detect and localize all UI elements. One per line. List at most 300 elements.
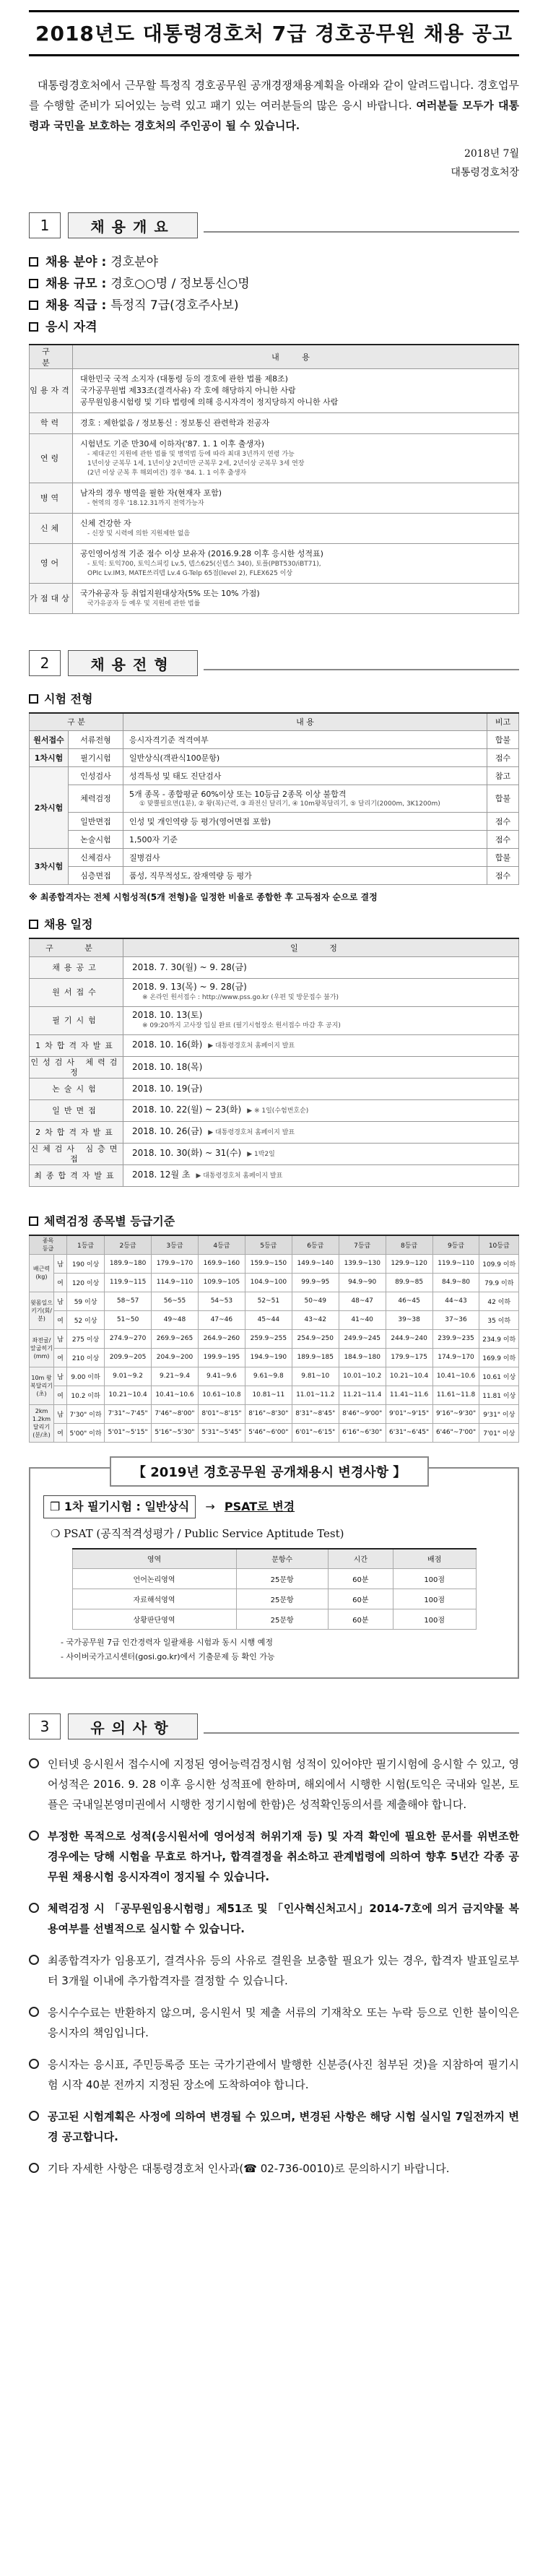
- schedule-value: [123, 1079, 519, 1100]
- process-note: 점수: [487, 830, 519, 848]
- schedule-note: ▶ 대통령경호처 홈페이지 발표: [208, 1129, 295, 1136]
- schedule-note: ※ 온라인 원서접수 : http://www.pss.go.kr (우편 및 방문접수 불가): [142, 994, 339, 1001]
- table-header-cell: 일 정: [123, 938, 519, 957]
- fitness-cell: 244.9~240: [386, 1329, 432, 1348]
- table-header-cell: 시간: [328, 1549, 393, 1569]
- process-division: 신체검사: [69, 848, 123, 866]
- qual-subline: OPIc Lv.IM3, MATE쓰리텝 Lv.4 G-Telp 65점(level 2), FLEX625 이상: [87, 570, 293, 577]
- table-row: [30, 1292, 519, 1310]
- circle-bullet-icon: [29, 2163, 39, 2173]
- circle-bullet-icon: ❍: [51, 1526, 64, 1540]
- schedule-label: 필기시험: [30, 1007, 123, 1035]
- notice-item: [29, 2002, 519, 2043]
- fitness-cell: 9.81~10: [292, 1367, 339, 1386]
- fitness-cell: 269.9~265: [152, 1329, 199, 1348]
- schedule-value: [123, 1144, 519, 1165]
- changes-note: - 사이버국가고시센터(gosi.go.kr)에서 기출문제 등 확인 가능: [61, 1652, 275, 1661]
- schedule-note: ※ 09:20까지 고사장 입실 완료 (필기시험장소 원서접수 마감 후 공지): [142, 1022, 341, 1029]
- fitness-cell: 9'31" 이상: [479, 1404, 519, 1423]
- table-header-cell: 구 분: [30, 345, 73, 369]
- table-row: [30, 830, 519, 848]
- schedule-label: 채용공고: [30, 957, 123, 979]
- schedule-label: 논술시험: [30, 1079, 123, 1100]
- fitness-cell: 44~43: [432, 1292, 479, 1310]
- fitness-cell: 120 이상: [67, 1273, 105, 1292]
- schedule-date: 2018. 10. 18(목): [132, 1062, 203, 1072]
- table-row: [72, 1609, 476, 1630]
- fitness-cell: 129.9~120: [386, 1254, 432, 1273]
- fitness-table: [29, 1235, 519, 1443]
- fitness-cell: 89.9~85: [386, 1273, 432, 1292]
- fitness-cell: 6'16"~6'30": [339, 1423, 386, 1442]
- qual-subline: - 현역의 경우 '18.12.31까지 전역가능자: [87, 500, 204, 507]
- process-stage: 3차시험: [30, 848, 69, 884]
- process-note: 점수: [487, 812, 519, 830]
- qual-line: 신체 건강한 자: [80, 519, 131, 528]
- section-number: 2: [29, 650, 61, 676]
- qual-category: 학력: [30, 413, 73, 434]
- schedule-label: 원서접수: [30, 979, 123, 1007]
- table-header-cell: 비고: [487, 713, 519, 730]
- square-bullet-icon: ❒: [50, 1499, 64, 1513]
- notice-item: [29, 1898, 519, 1939]
- fitness-gender: 남: [54, 1254, 67, 1273]
- grade-header: 8등급: [386, 1235, 432, 1254]
- table-row: [30, 544, 519, 584]
- fitness-cell: 94.9~90: [339, 1273, 386, 1292]
- table-header-cell: 구 분: [30, 938, 123, 957]
- qual-content: [73, 434, 519, 483]
- process-content: [123, 785, 487, 812]
- changes-subtitle: ❍ PSAT (공직적격성평가 / Public Service Aptitude Test): [51, 1526, 344, 1540]
- process-note: 합불: [487, 848, 519, 866]
- table-row: [30, 1057, 519, 1079]
- changes-box: [29, 1464, 519, 1680]
- schedule-value: [123, 979, 519, 1007]
- notice-item: [29, 2158, 519, 2179]
- process-division: 논술시험: [69, 830, 123, 848]
- process-content: [123, 812, 487, 830]
- schedule-table: [29, 938, 519, 1188]
- schedule-value: [123, 957, 519, 979]
- process-division: 심층면접: [69, 866, 123, 884]
- notes-list: [29, 1754, 519, 2179]
- fitness-cell: 49~48: [152, 1310, 199, 1329]
- notice-item: [29, 1826, 519, 1887]
- fitness-gender: 여: [54, 1386, 67, 1404]
- fitness-cell: 234.9 이하: [479, 1329, 519, 1348]
- table-row: [30, 785, 519, 812]
- fitness-subtitle: 체력검정 종목별 등급기준: [29, 1213, 519, 1230]
- process-stage: 1차시험: [30, 748, 69, 766]
- fitness-cell: 42 이하: [479, 1292, 519, 1310]
- grade-header: 10등급: [479, 1235, 519, 1254]
- fitness-cell: 11.41~11.6: [386, 1386, 432, 1404]
- notice-text: 기타 자세한 사항은 대통령경호처 인사과(☎ 02-736-0010)로 문의하시기 바랍니다.: [48, 2162, 450, 2175]
- fitness-cell: 179.9~175: [386, 1348, 432, 1367]
- fitness-cell: 199.9~195: [198, 1348, 245, 1367]
- psat-cell: 25문항: [236, 1609, 328, 1630]
- notice-text: 응시자는 응시표, 주민등록증 또는 국가기관에서 발행한 신분증(사진 첨부된 것)을 지참하여 필기시험 시작 40분 전까지 지정된 장소에 도착하여야 합니다.: [48, 2058, 519, 2091]
- table-header-cell: 문항수: [236, 1549, 328, 1569]
- fitness-item: 윗몸일으키기(회/분): [30, 1292, 54, 1329]
- fitness-item: 10m 왕복달리기(초): [30, 1367, 54, 1404]
- table-header-cell: 구 분: [30, 713, 123, 730]
- schedule-date: 2018. 10. 19(금): [132, 1084, 203, 1094]
- fitness-cell: 46~45: [386, 1292, 432, 1310]
- fitness-cell: 79.9 이하: [479, 1273, 519, 1292]
- schedule-date: 2018. 10. 30(화) ~ 31(수): [132, 1148, 242, 1158]
- table-row: [30, 1310, 519, 1329]
- square-bullet-icon: [29, 1216, 38, 1226]
- fitness-gender: 남: [54, 1329, 67, 1348]
- fitness-cell: 6'46"~7'00": [432, 1423, 479, 1442]
- fitness-cell: 9.61~9.8: [245, 1367, 292, 1386]
- fitness-cell: 149.9~140: [292, 1254, 339, 1273]
- table-row: [30, 1404, 519, 1423]
- schedule-note: ▶ 대통령경호처 홈페이지 발표: [208, 1042, 295, 1050]
- qual-line: 국가공무원법 제33조(결격사유) 각 호에 해당하지 아니한 사람: [80, 386, 296, 395]
- fitness-cell: 41~40: [339, 1310, 386, 1329]
- table-header-row: [30, 938, 519, 957]
- grade-header: 3등급: [152, 1235, 199, 1254]
- fitness-cell: 139.9~130: [339, 1254, 386, 1273]
- grade-header: 4등급: [198, 1235, 245, 1254]
- square-bullet-icon: [29, 301, 38, 310]
- fitness-cell: 11.01~11.2: [292, 1386, 339, 1404]
- section-divider: [204, 656, 519, 670]
- qual-category: 병역: [30, 483, 73, 514]
- fitness-cell: 10.61~10.8: [198, 1386, 245, 1404]
- fitness-cell: 114.9~110: [152, 1273, 199, 1292]
- grade-header: 5등급: [245, 1235, 292, 1254]
- fitness-cell: 189.9~180: [105, 1254, 152, 1273]
- fitness-cell: 45~44: [245, 1310, 292, 1329]
- qual-category: 영어: [30, 544, 73, 584]
- table-header-row: [72, 1549, 476, 1569]
- notice-item: [29, 2054, 519, 2095]
- schedule-value: [123, 1007, 519, 1035]
- square-bullet-icon: [29, 694, 38, 704]
- fitness-cell: 190 이상: [67, 1254, 105, 1273]
- table-row: [30, 1386, 519, 1404]
- qual-subline: 1년이상 군복무 1세, 1년이상 2년미만 군복무 2세, 2년이상 군복무 3세 연장: [87, 460, 305, 467]
- table-row: [30, 483, 519, 514]
- table-row: [30, 1329, 519, 1348]
- qual-category: 신체: [30, 514, 73, 544]
- psat-cell: 100점: [393, 1569, 476, 1589]
- table-row: [30, 1348, 519, 1367]
- table-row: [30, 1367, 519, 1386]
- table-header-cell: 배점: [393, 1549, 476, 1569]
- schedule-value: [123, 1100, 519, 1122]
- fitness-cell: 10.21~10.4: [105, 1386, 152, 1404]
- fitness-cell: 159.9~150: [245, 1254, 292, 1273]
- fitness-cell: 109.9 이하: [479, 1254, 519, 1273]
- schedule-label: 2차합격자발표: [30, 1122, 123, 1144]
- table-row: [30, 957, 519, 979]
- section-title: 채용개요: [68, 212, 198, 238]
- notice-text: 부정한 목적으로 성적(응시원서에 영어성적 허위기재 등) 및 자격 확인에 필요한 문서를 위변조한 경우에는 당해 시험을 무효로 하거나, 합격결정을 취소하고 관계법령에 의하여 향후 5년간 각종 공무원 채용시험 응시자격이 정지될 수 있습니다.: [48, 1830, 519, 1883]
- fitness-cell: 119.9~115: [105, 1273, 152, 1292]
- process-content: [123, 866, 487, 884]
- notice-text: 응시수수료는 반환하지 않으며, 응시원서 및 제출 서류의 기재착오 또는 누락 등으로 인한 불이익은 응시자의 책임입니다.: [48, 2006, 519, 2039]
- section-divider: [204, 218, 519, 233]
- qual-line: 시험년도 기준 만30세 이하자('87. 1. 1 이후 출생자): [80, 439, 265, 449]
- fitness-cell: 264.9~260: [198, 1329, 245, 1348]
- square-bullet-icon: [29, 279, 38, 288]
- changes-title: 【 2019년 경호공무원 공개채용시 변경사항 】: [110, 1456, 429, 1487]
- process-content-text: 질병검사: [129, 852, 160, 863]
- fitness-cell: 10.41~10.6: [432, 1367, 479, 1386]
- table-header-cell: 내 용: [123, 713, 487, 730]
- fitness-cell: 6'01"~6'15": [292, 1423, 339, 1442]
- square-bullet-icon: [29, 257, 38, 267]
- fitness-cell: 5'01"~5'15": [105, 1423, 152, 1442]
- section-title: 채용전형: [68, 650, 198, 676]
- circle-bullet-icon: [29, 1831, 39, 1841]
- fitness-cell: 9'01"~9'15": [386, 1404, 432, 1423]
- psat-cell: 60분: [328, 1569, 393, 1589]
- intro-text: 대통령경호처에서 근무할 특정직 경호공무원 공개경쟁채용계획을 아래와 같이 알려드립니다. 경호업무를 수행할 준비가 되어있는 능력 있고 패기 있는 여러분들의 많은 응시 바랍니다.: [29, 79, 519, 112]
- section-header-2: [29, 649, 519, 678]
- fitness-cell: 119.9~110: [432, 1254, 479, 1273]
- table-row: [30, 812, 519, 830]
- fitness-cell: 47~46: [198, 1310, 245, 1329]
- process-content: [123, 730, 487, 748]
- changes-note: - 국가공무원 7급 인간경력자 일괄채용 시험과 동시 시행 예정: [61, 1638, 273, 1647]
- square-bullet-icon: [29, 322, 38, 332]
- fitness-gender: 여: [54, 1423, 67, 1442]
- qual-subline: 국가유공자 등 예우 및 지원에 관한 법률: [87, 600, 201, 608]
- fitness-gender: 여: [54, 1273, 67, 1292]
- fitness-cell: 210 이상: [67, 1348, 105, 1367]
- fitness-cell: 169.9~160: [198, 1254, 245, 1273]
- fitness-cell: 7'30" 이하: [67, 1404, 105, 1423]
- section-header-1: [29, 211, 519, 240]
- table-row: [30, 1144, 519, 1165]
- fitness-cell: 9.01~9.2: [105, 1367, 152, 1386]
- psat-cell: 100점: [393, 1609, 476, 1630]
- fitness-cell: 11.81 이상: [479, 1386, 519, 1404]
- process-content: [123, 766, 487, 785]
- qual-content: [73, 544, 519, 584]
- fitness-cell: 109.9~105: [198, 1273, 245, 1292]
- fitness-cell: 10.2 이하: [67, 1386, 105, 1404]
- psat-cell: 25문항: [236, 1569, 328, 1589]
- notice-text: 최종합격자가 임용포기, 결격사유 등의 사유로 결원을 보충할 필요가 있는 경우, 합격자 발표일로부터 3개월 이내에 추가합격자를 결정할 수 있습니다.: [48, 1954, 519, 1987]
- circle-bullet-icon: [29, 1955, 39, 1965]
- circle-bullet-icon: [29, 1758, 39, 1768]
- fitness-cell: 10.41~10.6: [152, 1386, 199, 1404]
- circle-bullet-icon: [29, 2059, 39, 2069]
- qual-line: 공무원임용시험령 및 기타 법령에 의해 응시자격이 정지당하지 아니한 사람: [80, 397, 339, 407]
- section-divider: [204, 1719, 519, 1734]
- fitness-cell: 194.9~190: [245, 1348, 292, 1367]
- table-row: [30, 1100, 519, 1122]
- fitness-cell: 104.9~100: [245, 1273, 292, 1292]
- fitness-cell: 239.9~235: [432, 1329, 479, 1348]
- fitness-cell: 8'01"~8'15": [198, 1404, 245, 1423]
- changes-new: PSAT로 변경: [224, 1499, 295, 1513]
- fitness-cell: 275 이상: [67, 1329, 105, 1348]
- grade-header: 1등급: [67, 1235, 105, 1254]
- qual-content: [73, 514, 519, 544]
- schedule-date: 2018. 10. 13(토): [132, 1010, 203, 1020]
- table-row: [30, 413, 519, 434]
- process-stage: 2차시험: [30, 766, 69, 848]
- fitness-cell: 179.9~170: [152, 1254, 199, 1273]
- fitness-cell: 9'16"~9'30": [432, 1404, 479, 1423]
- fitness-cell: 11.21~11.4: [339, 1386, 386, 1404]
- table-row: [30, 766, 519, 785]
- table-row: [30, 866, 519, 884]
- table-header-cell: 영역: [72, 1549, 236, 1569]
- qual-content: [73, 483, 519, 514]
- psat-cell: 60분: [328, 1589, 393, 1609]
- process-division: 일반면접: [69, 812, 123, 830]
- schedule-value: [123, 1035, 519, 1057]
- table-row: [30, 1423, 519, 1442]
- fitness-gender: 여: [54, 1310, 67, 1329]
- fitness-cell: 174.9~170: [432, 1348, 479, 1367]
- qualification-table: [29, 344, 519, 614]
- section-number: 1: [29, 212, 61, 238]
- fitness-cell: 9.00 이하: [67, 1367, 105, 1386]
- process-content-text: 성격특성 및 태도 진단검사: [129, 771, 222, 781]
- fitness-cell: 5'16"~5'30": [152, 1423, 199, 1442]
- psat-cell: 언어논리영역: [72, 1569, 236, 1589]
- fitness-cell: 209.9~205: [105, 1348, 152, 1367]
- fitness-cell: 50~49: [292, 1292, 339, 1310]
- fitness-cell: 58~57: [105, 1292, 152, 1310]
- fitness-cell: 51~50: [105, 1310, 152, 1329]
- schedule-date: 2018. 10. 22(월) ~ 23(화): [132, 1105, 242, 1115]
- process-note: 참고: [487, 766, 519, 785]
- schedule-date: 2018. 10. 16(화): [132, 1040, 203, 1050]
- fitness-cell: 10.61 이상: [479, 1367, 519, 1386]
- schedule-date: 2018. 12월 초: [132, 1170, 191, 1180]
- signature-block: [29, 144, 519, 182]
- fitness-cell: 8'46"~9'00": [339, 1404, 386, 1423]
- table-row: [72, 1589, 476, 1609]
- process-division: 인성검사: [69, 766, 123, 785]
- schedule-date: 2018. 10. 26(금): [132, 1126, 203, 1136]
- qual-line: 공인영어성적 기준 점수 이상 보유자 (2016.9.28 이후 응시한 성적표): [80, 549, 323, 558]
- schedule-date: 2018. 7. 30(월) ~ 9. 28(금): [132, 962, 247, 972]
- fitness-cell: 169.9 이하: [479, 1348, 519, 1367]
- qual-content: [73, 413, 519, 434]
- overview-field: 채용 분야 : 경호분야: [29, 251, 519, 273]
- qual-subline: - 제대군인 지원에 관한 법률 및 병역법 등에 따라 최대 3년까지 연령 가능: [87, 451, 295, 458]
- qual-subline: - 토익: 토익700, 토익스피킹 Lv.5, 텝스625(신텝스 340), 토플(PBT530/iBT71),: [87, 561, 321, 568]
- qual-content: [73, 584, 519, 614]
- table-header-row: [30, 713, 519, 730]
- overview-scale: 채용 규모 : 경호○○명 / 정보통신○명: [29, 273, 519, 295]
- table-header-row: [30, 345, 519, 369]
- process-content-text: 1,500자 기준: [129, 834, 178, 844]
- fitness-cell: 5'00" 이하: [67, 1423, 105, 1442]
- fitness-gender: 남: [54, 1404, 67, 1423]
- fitness-gender: 남: [54, 1367, 67, 1386]
- fitness-cell: 43~42: [292, 1310, 339, 1329]
- fitness-cell: 8'16"~8'30": [245, 1404, 292, 1423]
- process-division: 필기시험: [69, 748, 123, 766]
- process-footnote: ※ 최종합격자는 전체 시험성적(5개 전형)을 일정한 비율로 종합한 후 고득점자 순으로 결정: [29, 891, 378, 902]
- fitness-cell: 204.9~200: [152, 1348, 199, 1367]
- grade-header: 7등급: [339, 1235, 386, 1254]
- psat-cell: 100점: [393, 1589, 476, 1609]
- fitness-gender: 여: [54, 1348, 67, 1367]
- fitness-cell: 5'46"~6'00": [245, 1423, 292, 1442]
- fitness-cell: 184.9~180: [339, 1348, 386, 1367]
- process-note: 점수: [487, 866, 519, 884]
- table-row: [30, 1254, 519, 1273]
- table-row: [30, 848, 519, 866]
- notice-item: [29, 1754, 519, 1815]
- fitness-cell: 274.9~270: [105, 1329, 152, 1348]
- fitness-cell: 52~51: [245, 1292, 292, 1310]
- fitness-cell: 10.21~10.4: [386, 1367, 432, 1386]
- fitness-cell: 7'31"~7'45": [105, 1404, 152, 1423]
- table-row: [30, 514, 519, 544]
- process-subtitle: 시험 전형: [29, 691, 519, 708]
- square-bullet-icon: [29, 920, 38, 929]
- fitness-cell: 9.21~9.4: [152, 1367, 199, 1386]
- qual-line: 경호 : 제한없음 / 정보통신 : 정보통신 관련학과 전공자: [80, 418, 270, 428]
- fitness-cell: 35 이하: [479, 1310, 519, 1329]
- fitness-cell: 8'31"~8'45": [292, 1404, 339, 1423]
- table-row: [30, 1122, 519, 1144]
- process-note: 합불: [487, 730, 519, 748]
- fitness-cell: 48~47: [339, 1292, 386, 1310]
- qual-subline: (2년 이상 군복 후 해외여건) 경우 '84. 1. 1 이후 출생자: [87, 470, 247, 477]
- fitness-cell: 84.9~80: [432, 1273, 479, 1292]
- table-row: [30, 1007, 519, 1035]
- overview-grade: 채용 직급 : 특정직 7급(경호주사보): [29, 295, 519, 316]
- qual-line: 국가유공자 등 취업지원대상자(5% 또는 10% 가점): [80, 589, 260, 598]
- overview-qualification: 응시 자격: [29, 316, 519, 338]
- qual-category: 가점대상: [30, 584, 73, 614]
- table-header-cell: 내 용: [73, 345, 519, 369]
- table-row: [30, 1035, 519, 1057]
- notice-item: [29, 1950, 519, 1991]
- process-table: [29, 712, 519, 885]
- process-division: 체력검정: [69, 785, 123, 812]
- fitness-cell: 39~38: [386, 1310, 432, 1329]
- process-content-text: 5개 종목 - 종합평균 60%이상 또는 10등급 2종목 이상 불합격: [129, 789, 347, 799]
- announce-date: 2018년 7월: [464, 148, 519, 160]
- fitness-item: 좌전굴/앞굽히기(mm): [30, 1329, 54, 1367]
- fitness-cell: 10.01~10.2: [339, 1367, 386, 1386]
- fitness-cell: 56~55: [152, 1292, 199, 1310]
- fitness-cell: 10.81~11: [245, 1386, 292, 1404]
- notice-item: [29, 2106, 519, 2147]
- section-header-3: [29, 1712, 519, 1741]
- table-row: [30, 748, 519, 766]
- table-row: [30, 369, 519, 413]
- schedule-note: ▶ 대통령경호처 홈페이지 발표: [196, 1172, 283, 1180]
- arrow-right-icon: →: [205, 1499, 215, 1513]
- qual-line: 대한민국 국적 소지자 (대통령 등의 경호에 관한 법률 제8조): [80, 374, 288, 384]
- changes-old: ❒ 1차 필기시험 : 일반상식: [43, 1495, 196, 1518]
- schedule-value: [123, 1057, 519, 1079]
- fitness-cell: 7'46"~8'00": [152, 1404, 199, 1423]
- fitness-cell: 99.9~95: [292, 1273, 339, 1292]
- notice-text: 인터넷 응시원서 접수시에 지정된 영어능력검정시험 성적이 있어야만 필기시험에 응시할 수 있고, 영어성적은 2016. 9. 28 이후 응시한 성적표에 한하며, 해외에서 시행한 시험(토익은 국내와 일본, 토플은 국내일본영미권에서 시행한 정기시험에 한함)은 성적확인동의서를 제출해야 합니다.: [48, 1758, 519, 1811]
- notice-text: 체력검정 시 「공무원임용시험령」제51조 및 「인사혁신처고시」2014-7호에 의거 금지약물 복용여부를 선별적으로 실시할 수 있습니다.: [48, 1902, 519, 1935]
- process-content-sub: ① 맞뿔필요면(1분), ② 왕(복)근력, ③ 좌전신 달리기, ④ 10m왕복달리기, ⑤ 달리기(2000m, 3K1200m): [139, 800, 440, 808]
